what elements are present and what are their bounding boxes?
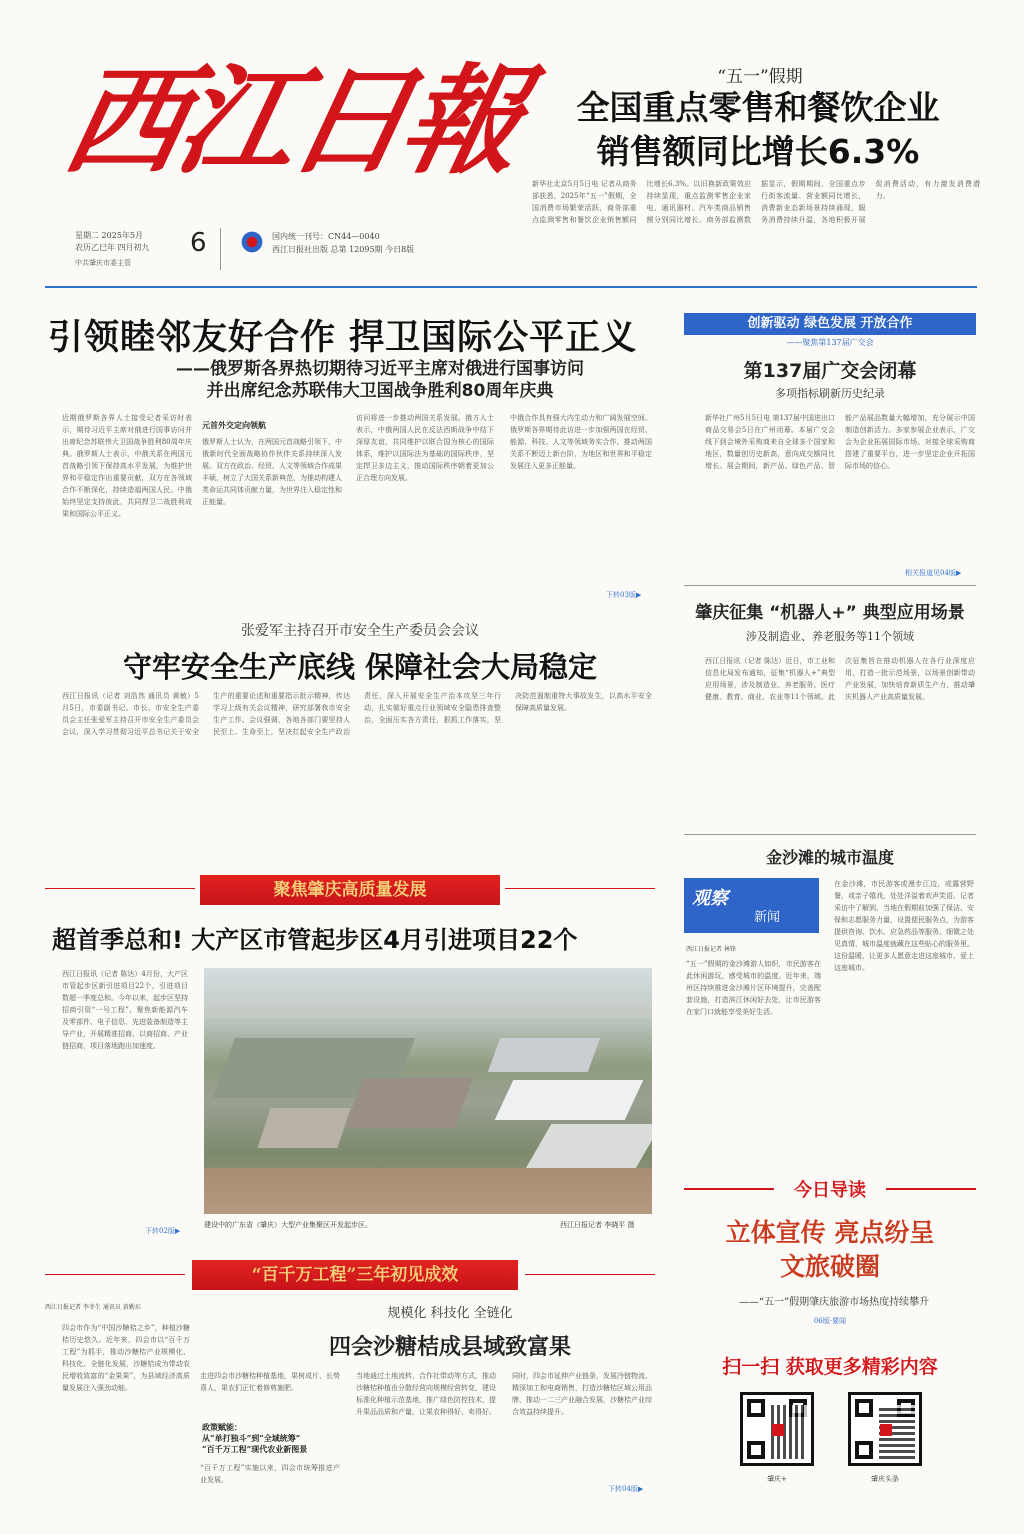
- lunar-date: 农历乙巳年 四月初九: [75, 243, 150, 252]
- subtitle-line2: 并出席纪念苏联伟大卫国战争胜利80周年庆典: [206, 381, 554, 401]
- guide-page-link[interactable]: 06版·要闻: [813, 1317, 847, 1325]
- canton-fair-continue-link[interactable]: 相关报道见04版▶: [905, 569, 962, 577]
- industry-continue-link[interactable]: 下转02版▶: [145, 1227, 181, 1235]
- safety-headline[interactable]: 守牢安全生产底线 保障社会大局稳定: [122, 650, 598, 684]
- sugar-column-4: 同时，四会市延伸产业链条，发展冷链物流、精深加工和电商销售，打造沙糖桔区域公用品牌，推动一二三产业融合发展，沙糖桔产业综合效益持续提升。: [512, 1372, 652, 1416]
- top-story-inner-head: 元首外交定向领航: [202, 420, 266, 430]
- robot-headline[interactable]: 肇庆征集 “机器人+” 典型应用场景: [695, 603, 965, 623]
- lead-kicker: “五一”假期: [717, 67, 803, 87]
- lead-body-text: 新华社北京5月5日电 记者从商务部获悉，2025年“五一”假期，全国消费市场繁荣活跃，商务部重点监测零售和餐饮企业销售额同比增长6.3%。以旧换新政策效应持续显现，重点监测零售企业家电、通讯器材、汽车类商品销售额分别同比增长。商务部监测数据显示，假期期间，全国重点步行街客流量、营业额同比增长，消费新业态新场景持续涌现，服务消费持续升温，各地积极开展促消费活动，有力激发消费潜力。: [532, 180, 980, 224]
- guide-rule: [886, 1188, 976, 1190]
- canton-fair-subtitle: 多项指标刷新历史纪录: [775, 387, 885, 400]
- weekday: 星期二: [75, 231, 99, 240]
- publisher: 西江日报社出版: [272, 245, 328, 254]
- qr-finder: [747, 1399, 765, 1417]
- date-block: [75, 230, 150, 254]
- banner-rule: [525, 1274, 655, 1275]
- sugar-column-1: 四会市作为“中国沙糖桔之乡”，种植沙糖桔历史悠久。近年来，四会市以“百千万工程”为抓手，推动沙糖桔产业规模化、科技化、全链化发展，沙糖桔成为带动农民增收致富的“金果果”，为县域经济高质量发展注入强劲动能。: [62, 1324, 190, 1392]
- sugar-headline[interactable]: 四会沙糖桔成县域致富果: [328, 1335, 571, 1360]
- top-story-column-4: 中俄合作具有强大内生动力和广阔发展空间。俄罗斯各界期待此访进一步加强两国在经贸、能源、科技、人文等领域务实合作，推动两国关系不断迈上新台阶，为地区和世界和平稳定发展注入更多正能量。: [510, 414, 652, 470]
- qr-code-zhaoqing-toutiao[interactable]: [848, 1392, 922, 1466]
- sugar-kicker: 规模化 科技化 全链化: [387, 1306, 513, 1321]
- safety-body: 西江日报讯（记者 刘浩然 通讯员 黄敏）5月5日，市委副书记、市长、市安全生产委员会主任张爱军主持召开市安全生产委员会会议，深入学习贯彻习近平总书记关于安全生产的重要论述和重要指示批示精神，传达学习上级有关会议精神，研究部署我市安全生产工作。会议强调，各地各部门要坚持人民至上、生命至上，坚决扛起安全生产政治责任，深入开展安全生产治本攻坚三年行动，扎实做好重点行业领域安全隐患排查整治，全面压实各方责任，狠抓工作落实，坚决防范遏制重特大事故发生，以高水平安全保障高质量发展。: [62, 692, 652, 736]
- top-story-subtitle: [120, 358, 640, 402]
- canton-fair-headline[interactable]: 第137届广交会闭幕: [743, 360, 917, 382]
- canton-fair-subbar: ——聚焦第137届广交会: [786, 338, 874, 347]
- jinsha-column-2: 在金沙滩，市民游客或漫步江边，或露营野餐，或亲子嬉戏，处处洋溢着欢声笑语。记者采访中了解到，当地在假期前加强了保洁、安保和志愿服务力量，设置便民服务点，为游客提供咨询、饮水、应急药品等服务。细微之处见真情，城市温度就藏在这些贴心的服务里。这份温暖，让更多人愿意走进这座城市、爱上这座城市。: [834, 880, 974, 972]
- qr1-label: 肇庆+: [767, 1475, 787, 1483]
- issue-number: 总第 12095期 今日8版: [330, 245, 415, 254]
- divider: [684, 585, 976, 586]
- section-label: 政策赋能：: [202, 1422, 242, 1432]
- sugar-column-2a: 走进四会市沙糖桔种植基地，果树成片、长势喜人，果农们正忙着修剪施肥。: [200, 1372, 340, 1392]
- industry-headline[interactable]: 超首季总和! 大产区市管起步区4月引进项目22个: [52, 926, 578, 954]
- top-story-column-3: 访问将进一步推动两国关系发展。俄方人士表示，中俄两国人民在反法西斯战争中结下深厚友谊，共同维护以联合国为核心的国际体系，维护以国际法为基础的国际秩序，坚定捍卫多边主义，推动国际秩序朝着更加公正合理方向发展。: [356, 414, 494, 482]
- photo-sky: [204, 968, 652, 1018]
- sugar-column-3: 当地通过土地流转、合作社带动等方式，推动沙糖桔种植由分散经营向规模经营转变，建设标准化种植示范基地，推广绿色防控技术，提升果品品质和产量，让果农种得好、卖得好。: [356, 1372, 496, 1416]
- subtitle-line1: ——俄罗斯各界热切期待习近平主席对俄进行国事访问: [176, 359, 584, 379]
- qr-logo-icon: [772, 1424, 784, 1436]
- section-banner-project: “百千万工程”三年初见成效: [192, 1260, 518, 1290]
- sugar-column-2b: “百千万工程”实施以来，四会市统筹推进产业发展。: [200, 1464, 340, 1484]
- scan-label: 扫一扫 获取更多精彩内容: [722, 1356, 938, 1378]
- industrial-zone-photo: [204, 968, 652, 1214]
- logo-text-b: 新闻: [754, 910, 781, 925]
- qr-finder: [855, 1399, 873, 1417]
- masthead-rule: [45, 286, 977, 288]
- photo-factory-roof: [488, 1038, 600, 1072]
- photo-factory-roof: [495, 1080, 644, 1120]
- publication-info: [272, 230, 414, 256]
- jinsha-byline: 西江日报记者 林锋: [686, 946, 736, 953]
- photo-ground: [204, 1168, 652, 1214]
- day-number: 6: [190, 228, 207, 258]
- qr2-label: 肇庆头条: [871, 1475, 899, 1483]
- top-story-column-2: 俄罗斯人士认为，在两国元首战略引领下，中俄新时代全面战略协作伙伴关系持续深入发展。双方在政治、经贸、人文等领域合作成果丰硕，树立了大国关系新典范，为推动构建人类命运共同体贡献力量，为世界注入稳定性和正能量。: [202, 438, 342, 506]
- robot-body: 西江日报讯（记者 陈达）近日，市工业和信息化局发布通知，征集“机器人+”典型应用场景，涉及制造业、养老服务、医疗健康、教育、商业、农业等11个领域。此次征集旨在推动机器人在各行业深度应用，打造一批示范场景，以场景创新带动产业发展，加快培育新质生产力，推动肇庆机器人产业高质量发展。: [705, 657, 975, 701]
- today-guide-label: 今日导读: [794, 1180, 866, 1201]
- sponsor-text: 中共肇庆市委主管: [75, 259, 131, 267]
- lead-title-line2: 销售额同比增长6.3%: [596, 132, 920, 171]
- banner-rule: [505, 888, 655, 889]
- section-line1: 从“单打独斗”到“全域统筹”: [202, 1433, 301, 1443]
- publisher-logo-icon: [240, 230, 264, 254]
- news-column-logo: [684, 878, 819, 933]
- guide-subtitle: ——“五一”假期肇庆旅游市场热度持续攀升: [738, 1297, 930, 1308]
- photo-building: [345, 1078, 473, 1128]
- section-banner-highquality: 聚焦肇庆高质量发展: [200, 875, 500, 905]
- guide-headline-line2: 文旅破圈: [779, 1252, 880, 1281]
- sugar-section-head: [202, 1422, 307, 1455]
- banner-rule: [45, 888, 195, 889]
- jinsha-headline[interactable]: 金沙滩的城市温度: [765, 848, 894, 867]
- logo-text-a: 观察: [692, 888, 728, 909]
- photo-caption: 建设中的广东省（肇庆）大型产业集聚区开发起步区。: [204, 1221, 372, 1229]
- jinsha-column-1: “五一”假期的金沙滩游人如织，市民游客在此休闲游玩，感受城市的温度。近年来，端州区持续推进金沙滩片区环境提升，完善配套设施，打造滨江休闲好去处，让市民游客在家门口就能享受美好生活。: [686, 960, 821, 1016]
- divider: [684, 834, 976, 835]
- canton-fair-banner: 创新驱动 绿色发展 开放合作: [684, 313, 976, 335]
- sugar-continue-link[interactable]: 下转04版▶: [608, 1485, 644, 1493]
- top-story-headline[interactable]: 引领睦邻友好合作 捍卫国际公平正义: [48, 318, 638, 358]
- top-story-continue-link[interactable]: 下转03版▶: [606, 591, 642, 599]
- qr-logo-icon: [880, 1424, 892, 1436]
- safety-kicker: 张爱军主持召开市安全生产委员会会议: [241, 623, 479, 639]
- qr-finder: [855, 1441, 873, 1459]
- qr-finder: [747, 1441, 765, 1459]
- masthead-logo: 西江日報: [53, 51, 531, 190]
- banner-rule: [45, 1274, 185, 1275]
- canton-fair-body: 新华社广州5月5日电 第137届中国进出口商品交易会5日在广州闭幕。本届广交会线下到会境外采购商来自全球多个国家和地区，数量创历史新高，意向成交额同比增长。展会期间，新产品、绿色产品、智能产品展品数量大幅增加，充分展示中国制造创新活力。多家参展企业表示，广交会为企业拓展国际市场、对接全球采购商搭建了重要平台，进一步坚定企业开拓国际市场的信心。: [705, 414, 975, 470]
- cn-number: 国内统一刊号：CN44—0040: [272, 232, 380, 241]
- lead-title-line1: 全国重点零售和餐饮企业: [576, 88, 940, 127]
- industry-body: 西江日报讯（记者 陈达）4月份，大产区市管起步区新引进项目22个，引进项目数超一季度总和。今年以来，起步区坚持招商引资“一号工程”，聚焦新能源汽车及零部件、电子信息、先进装备制造等主导产业，开展精准招商、以商招商、产业链招商，项目落地跑出加速度。: [62, 970, 188, 1050]
- date-text: 2025年5月: [101, 231, 143, 240]
- lead-headline[interactable]: [548, 86, 968, 174]
- sugar-byline: 西江日报记者 李冬生 通讯员 黄勤东: [45, 1304, 141, 1311]
- guide-rule: [684, 1188, 774, 1190]
- robot-subtitle: 涉及制造业、养老服务等11个领域: [746, 630, 914, 643]
- guide-headline-line1: 立体宣传 亮点纷呈: [725, 1218, 935, 1247]
- section-line2: “百千万工程”现代农业新图景: [202, 1444, 308, 1454]
- guide-headline[interactable]: [684, 1216, 976, 1284]
- qr-code-zhaoqing-plus[interactable]: [740, 1392, 814, 1466]
- photo-building: [258, 1108, 351, 1148]
- top-story-column-1: 近期俄罗斯各界人士接受记者采访时表示，期待习近平主席对俄进行国事访问并出席纪念苏联伟大卫国战争胜利80周年庆典。俄罗斯人士表示，中俄关系在两国元首战略引领下保持高水平发展，为维护世界和平稳定作出重要贡献，双方在各领域合作不断深化，持续造福两国人民。中俄始终坚定支持彼此，共同捍卫二战胜利成果和国际公平正义。: [62, 414, 192, 518]
- divider: [220, 228, 221, 270]
- photo-credit: 西江日报记者 李晓平 摄: [560, 1221, 635, 1229]
